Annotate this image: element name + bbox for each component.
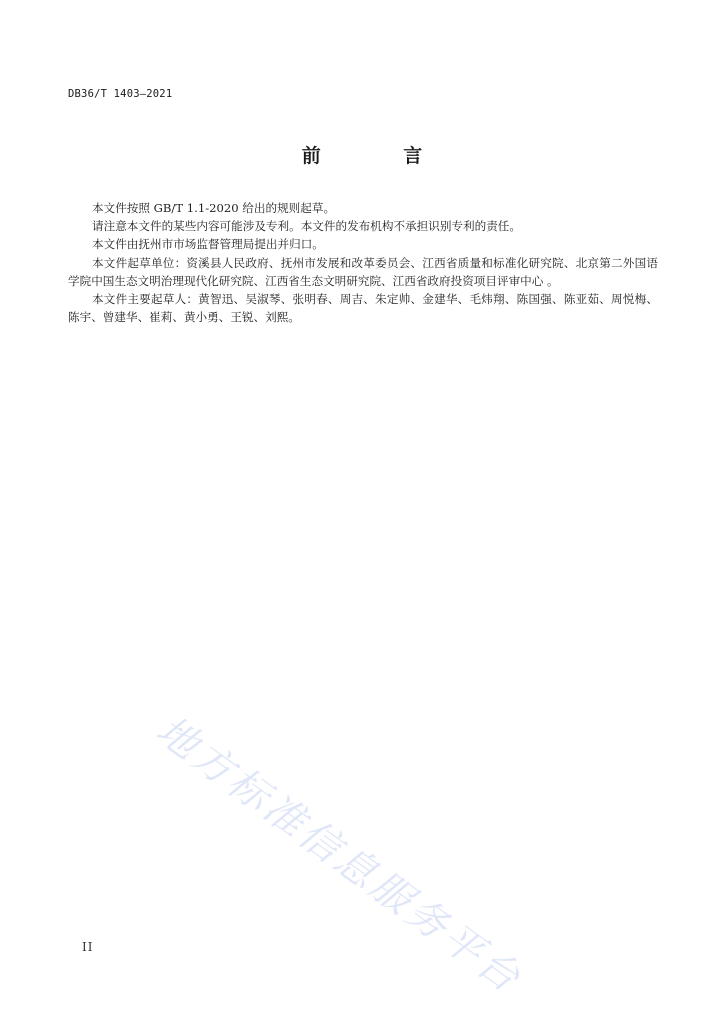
paragraph-patent-notice: 请注意本文件的某些内容可能涉及专利。本文件的发布机构不承担识别专利的责任。 [92,219,521,234]
standard-code: DB36/T 1403—2021 [68,88,173,100]
section-title-text: 前 言 [301,145,461,167]
section-title [0,141,724,168]
paragraph-drafting-units: 本文件起草单位：资溪县人民政府、抚州市发展和改革委员会、江西省质量和标准化研究院、北京第二外国语学院中国生态文明治理现代化研究院、江西省生态文明研究院、江西省政府投资项目评审中心 。 [68,255,658,288]
page-number: II [82,940,94,954]
paragraph-drafting-rules: 本文件按照 GB/T 1.1-2020 给出的规则起草。 [92,201,336,215]
paragraph-drafters: 本文件主要起草人：黄智迅、吴淑琴、张明春、周吉、朱定帅、金建华、毛炜翔、陈国强、陈亚茹、周悦梅、陈宇、曾建华、崔莉、黄小勇、王锐、刘熙。 [68,292,658,325]
watermark: 地方标准信息服务平台 [147,707,531,1004]
paragraph-proposer: 本文件由抚州市市场监督管理局提出并归口。 [92,237,324,252]
foreword-body [68,199,658,326]
